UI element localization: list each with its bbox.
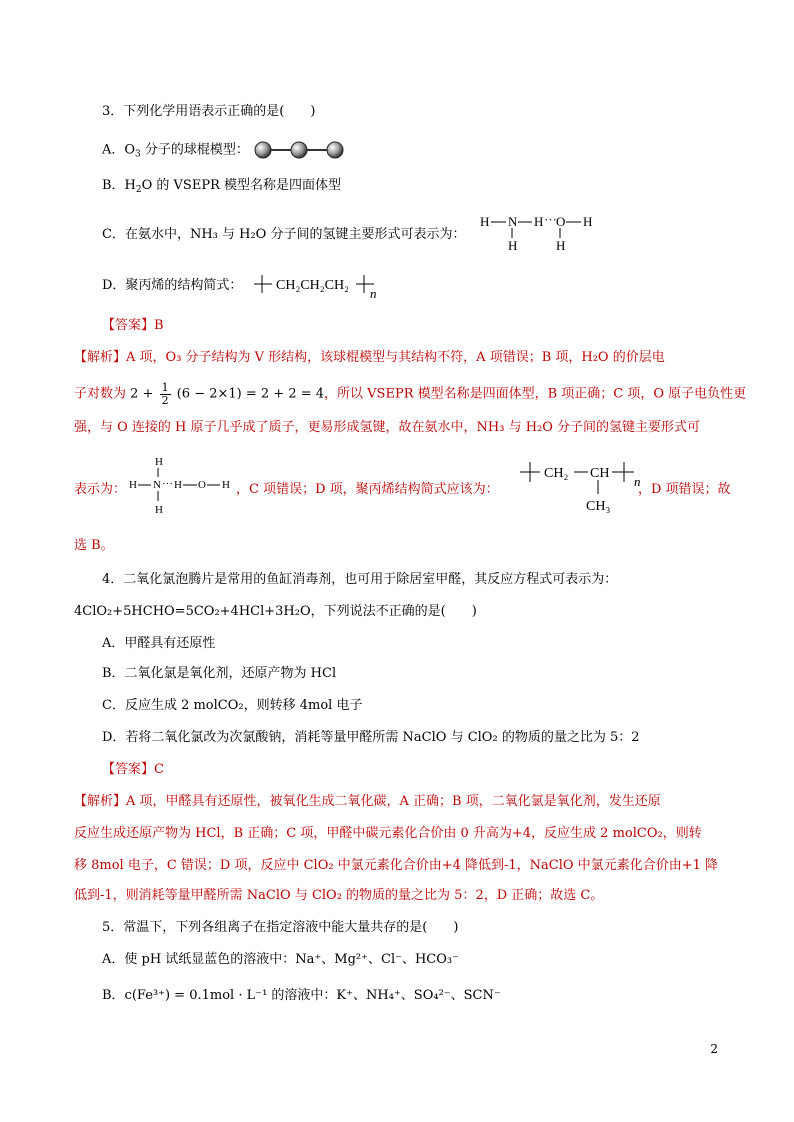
q5-option-b: B．c(Fe³⁺) = 0.1mol · L⁻¹ 的溶液中：K⁺、NH₄⁺、SO₄²⁻、SCN⁻ [102, 988, 501, 1003]
q4-stem-line2: 4ClO₂+5HCHO=5CO₂+4HCl+3H₂O，下列说法不正确的是( ) [74, 604, 477, 619]
q3-exp2-b: 2 + [130, 386, 154, 402]
q3-option-d: D．聚丙烯的结构简式： [102, 278, 243, 293]
hb-n: N [508, 214, 518, 229]
q3-b-suffix: O 的 VSEPR 模型名称是四面体型 [141, 178, 341, 193]
q3-option-b [102, 178, 341, 196]
q4-answer: 【答案】C [102, 762, 164, 777]
hbond-structure-c [478, 208, 608, 256]
q3-exp-line5: 选 B。 [74, 538, 114, 553]
hbe-h-left: H [129, 479, 137, 491]
hbe-n: N [153, 479, 161, 491]
hb-h5: H [556, 238, 566, 253]
q3-answer: 【答案】B [102, 318, 164, 333]
q5-stem: 5．常温下，下列各组离子在指定溶液中能大量共存的是( ) [102, 920, 459, 935]
q3-a-sub: 3 [135, 149, 141, 160]
q3-option-c: C．在氨水中，NH₃ 与 H₂O 分子间的氢键主要形式可表示为： [102, 227, 466, 242]
hb-h4: H [508, 238, 518, 253]
pp-exp-ch: CH [590, 466, 610, 481]
q3-exp2-d: ，所以 VSEPR 模型名称是四面体型，B 项正确；C 项，O 原子电负性更 [324, 386, 747, 402]
q3-stem: 3．下列化学用语表示正确的是( ) [102, 104, 316, 119]
ozone-ball-stick-model [253, 140, 345, 160]
frac-num: 1 [161, 381, 169, 394]
q4-exp-line2: 反应生成还原产物为 HCl，B 正确；C 项，甲醛中碳元素化合价由 0 升高为+4，反应生成 2 molCO₂，则转 [74, 826, 702, 841]
q4-exp-line4: 低到-1，则消耗等量甲醛所需 NaClO 与 ClO₂ 的物质的量之比为 5：2，D 正确；故选 C。 [74, 888, 604, 903]
q3-exp-line4-c: ，D 项错误；故 [638, 482, 731, 497]
hb-h1: H [480, 214, 490, 229]
q3-b-prefix: B．H [102, 178, 136, 193]
q3-exp-line3: 强，与 O 连接的 H 原子几乎成了质子，更易形成氢键，故在氨水中，NH₃ 与 H₂O 分子间的氢键主要形式可 [74, 420, 701, 435]
q4-option-b: B．二氧化氯是氧化剂，还原产物为 HCl [102, 666, 337, 681]
q3-exp2-a: 子对数为 [74, 386, 127, 402]
pp-exp-ch2: CH₂ [544, 466, 569, 481]
pp-d-n: n [370, 286, 377, 301]
q3-b-sub: 2 [135, 185, 142, 195]
page-number: 2 [710, 1042, 718, 1056]
hbe-dots: ··· [162, 478, 173, 490]
polypropylene-wrong-structure [250, 270, 390, 302]
q4-option-a: A．甲醛具有还原性 [102, 636, 216, 651]
q4-option-d: D．若将二氧化氯改为次氯酸钠，消耗等量甲醛所需 NaClO 与 ClO₂ 的物质的量之比为 5：2 [102, 730, 640, 745]
hb-h2: H [534, 214, 544, 229]
hbe-h-mid: H [174, 479, 182, 491]
hbe-o: O [198, 479, 206, 491]
q3-exp-line4-b: ，C 项错误；D 项，聚丙烯结构简式应该为： [236, 482, 499, 497]
hbe-h-top: H [155, 456, 163, 468]
frac-den: 2 [161, 393, 169, 407]
hb-dots: ··· [544, 212, 557, 227]
q3-a-prefix: A．O [102, 142, 136, 158]
q3-option-a [102, 140, 345, 160]
q4-exp-line1: 【解析】A 项，甲醛具有还原性，被氧化生成二氧化碳，A 正确；B 项，二氧化氯是氧化剂，发生还原 [74, 794, 661, 809]
q3-a-suffix: 分子的球棍模型： [140, 142, 249, 158]
hbond-structure-exp [127, 455, 237, 519]
hb-o: O [556, 214, 566, 229]
q4-option-c: C．反应生成 2 molCO₂，则转移 4mol 电子 [102, 698, 363, 713]
q4-stem-line1: 4．二氧化氯泡腾片是常用的鱼缸消毒剂，也可用于除居室甲醛，其反应方程式可表示为： [102, 572, 618, 587]
one-half-fraction [160, 382, 171, 406]
hbe-h-bottom: H [155, 504, 163, 516]
q3-exp2-c: (6 − 2×1) = 2 + 2 = 4 [176, 386, 325, 402]
pp-exp-n: n [634, 474, 641, 489]
q3-exp-line4-a: 表示为： [74, 482, 127, 497]
hbe-h-right: H [222, 479, 230, 491]
q5-option-a: A．使 pH 试纸显蓝色的溶液中：Na⁺、Mg²⁺、Cl⁻、HCO₃⁻ [102, 952, 459, 967]
q3-exp-line2 [74, 382, 746, 406]
pp-exp-ch3: CH₃ [586, 499, 611, 514]
hb-h3: H [583, 214, 593, 229]
q3-exp-line1: 【解析】A 项，O₃ 分子结构为 V 形结构，该球棍模型与其结构不符，A 项错误；B 项，H₂O 的价层电 [74, 350, 665, 365]
pp-d-chain: CH₂CH₂CH₂ [276, 278, 349, 293]
q4-exp-line3: 移 8mol 电子，C 错误；D 项，反应中 ClO₂ 中氯元素化合价由+4 降低到-1，NaClO 中氯元素化合价由+1 降 [74, 858, 718, 873]
